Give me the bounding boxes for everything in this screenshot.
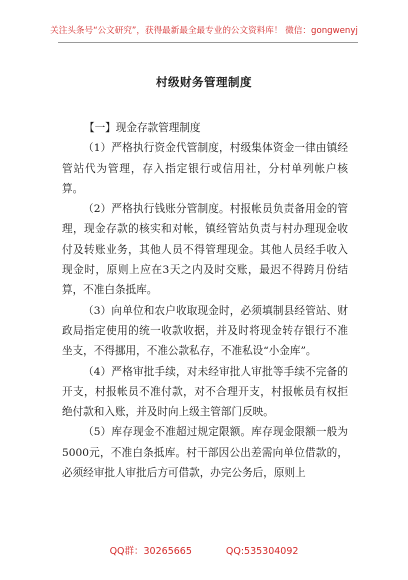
header-divider (58, 42, 358, 43)
document-title: 村级财务管理制度 (156, 75, 252, 89)
header-banner: 关注头条号“公文研究”，获得最新最全最专业的公文资料库！ 微信：gongwenyj (50, 26, 358, 36)
paragraph-1: （1）严格执行资金代管制度，村级集体资金一律由镇经管站代为管理，存入指定银行或信用社，分村单列帐户核算。 (62, 142, 348, 195)
paragraph-2: （2）严格执行钱账分管制度。村报帐员负责备用金的管理，现金存款的核实和对帐，镇经管站负责与村办理现金收付及转账业务，其他人员不得管理现金。其他人员经手收入现金时，原则上应在3天之内及时交账，最迟不得跨月份结算，不准白条抵库。 (62, 203, 348, 297)
footer-contact (0, 543, 408, 557)
section-heading: 【一】现金存款管理制度 (84, 122, 201, 134)
paragraph-4: （4）严格审批手续，对未经审批人审批等手续不完备的开支，村报帐员不准付款，对不合理开支，村报帐员有权拒绝付款和入账，并及时向上级主管部门反映。 (62, 365, 348, 419)
paragraph-5: （5）库存现金不准超过规定限额。库存现金限额一般为5000元，不准白条抵库。村干部因公出差需向单位借款的，必须经审批人审批后方可借款，办完公务后，原则上 (62, 426, 348, 480)
paragraph-3: （3）向单位和农户收取现金时，必须填制县经管站、财政局指定使用的统一收款收据，并及时将现金转存银行不准坐支，不得挪用，不准公款私存，不准私设“小金库”。 (62, 304, 348, 358)
footer-qq-group: QQ群：30265665 (109, 546, 192, 557)
document-body (62, 118, 348, 483)
footer-qq: QQ:535304092 (225, 546, 299, 557)
